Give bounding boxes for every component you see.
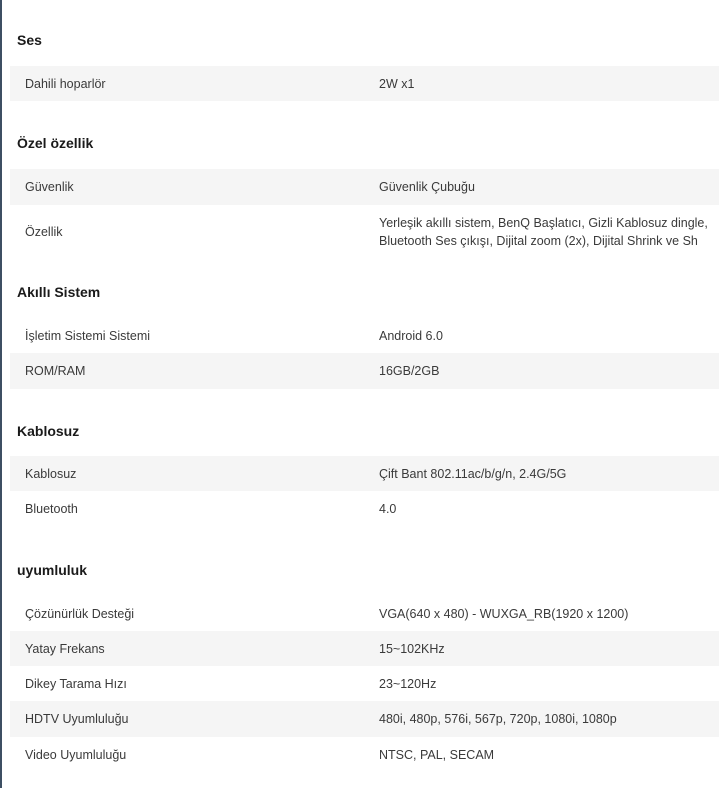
- spec-row: [10, 596, 719, 631]
- section-title-ozel-ozellik: Özel özellik: [17, 135, 94, 151]
- spec-label: Dahili hoparlör: [25, 76, 106, 91]
- spec-table: [10, 0, 719, 773]
- spec-value: 480i, 480p, 576i, 567p, 720p, 1080i, 1080p: [379, 712, 617, 726]
- spec-label: Kablosuz: [25, 466, 77, 481]
- spec-value: 15~102KHz: [379, 641, 445, 656]
- spec-value: NTSC, PAL, SECAM: [379, 748, 495, 762]
- spec-value: 4.0: [379, 502, 397, 516]
- spec-value-line: Yerleşik akıllı sistem, BenQ Başlatıcı, Gizli Kablosuz dingle,: [379, 215, 708, 230]
- spec-row: [10, 169, 719, 205]
- spec-row: [10, 737, 719, 773]
- spec-label: Dikey Tarama Hızı: [25, 676, 127, 691]
- spec-value: Android 6.0: [379, 328, 443, 343]
- spec-label: ROM/RAM: [25, 364, 86, 378]
- spec-row: [10, 66, 719, 101]
- spec-label: Özellik: [25, 224, 63, 239]
- spec-label: HDTV Uyumluluğu: [25, 712, 129, 726]
- spec-value: VGA(640 x 480) - WUXGA_RB(1920 x 1200): [379, 606, 629, 621]
- section-title-akilli-sistem: Akıllı Sistem: [17, 284, 101, 300]
- spec-label: Bluetooth: [25, 502, 78, 516]
- section-title-kablosuz: Kablosuz: [17, 423, 80, 439]
- spec-row: [10, 701, 719, 737]
- spec-value: 16GB/2GB: [379, 364, 440, 378]
- spec-row: [10, 353, 719, 389]
- spec-value: 2W x1: [379, 76, 415, 91]
- spec-label: Video Uyumluluğu: [25, 748, 127, 762]
- left-border: [0, 0, 2, 788]
- spec-label: Çözünürlük Desteği: [25, 606, 135, 621]
- section-title-uyumluluk: uyumluluk: [17, 562, 88, 578]
- spec-row: [10, 456, 719, 491]
- spec-label: İşletim Sistemi Sistemi: [25, 328, 151, 343]
- spec-row: [10, 205, 719, 258]
- spec-value-line: Bluetooth Ses çıkışı, Dijital zoom (2x), Dijital Shrink ve Sh: [379, 233, 698, 248]
- spec-label: Yatay Frekans: [25, 641, 105, 656]
- spec-value: Güvenlik Çubuğu: [379, 180, 475, 194]
- spec-label: Güvenlik: [25, 180, 74, 194]
- spec-row: [10, 491, 719, 527]
- spec-value: Çift Bant 802.11ac/b/g/n, 2.4G/5G: [379, 466, 567, 481]
- spec-row: [10, 631, 719, 666]
- spec-value: [379, 214, 708, 250]
- spec-value: 23~120Hz: [379, 676, 437, 691]
- section-title-ses: Ses: [17, 32, 42, 48]
- spec-row: [10, 666, 719, 701]
- spec-row: [10, 318, 719, 353]
